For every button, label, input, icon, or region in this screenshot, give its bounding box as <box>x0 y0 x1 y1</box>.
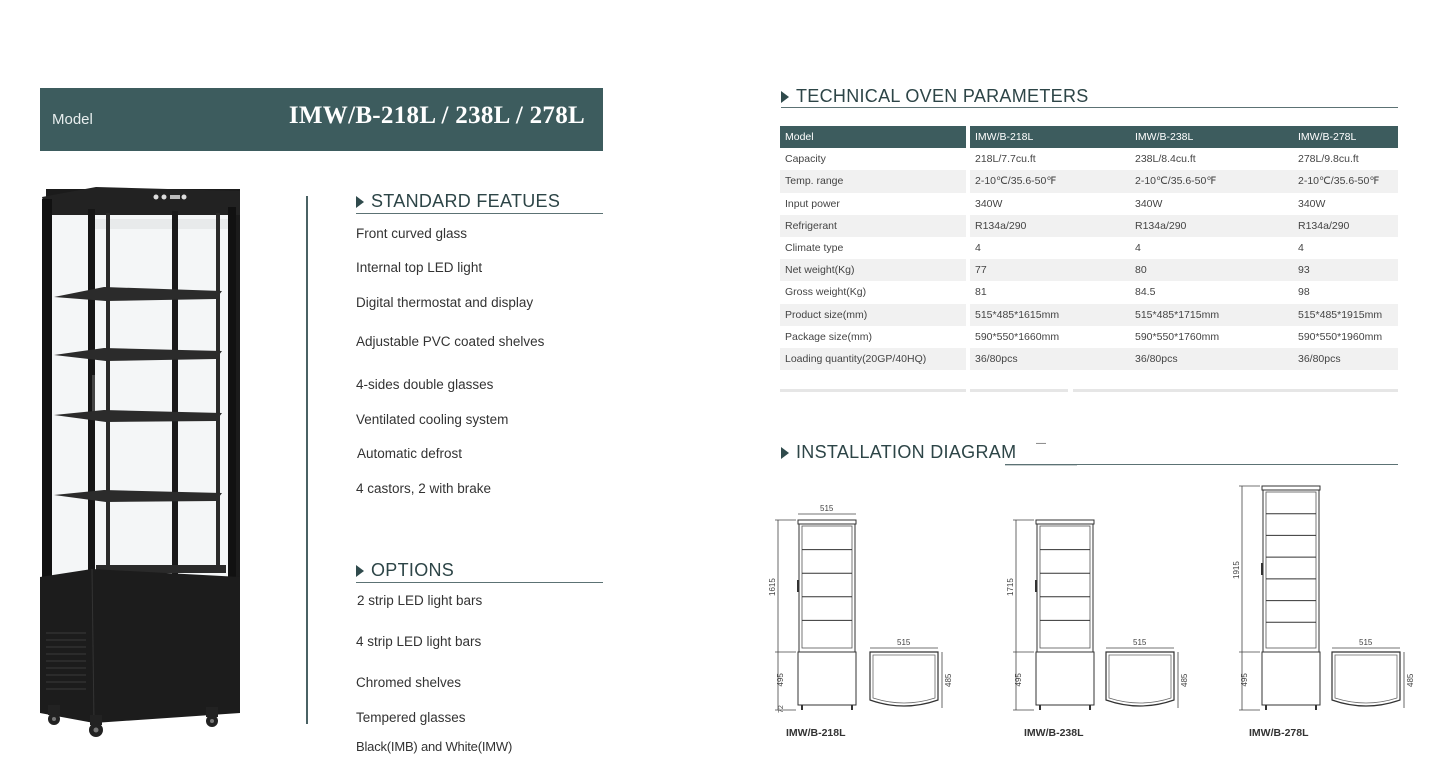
table-footer-bar <box>970 389 1068 392</box>
diagram-2-inner <box>1040 526 1090 648</box>
table-row <box>780 281 1398 303</box>
table-row <box>780 237 1398 259</box>
param-value-cell: 590*550*1760mm <box>1135 330 1220 343</box>
diagram-label: IMW/B-218L <box>786 727 846 739</box>
diagram-1-base <box>798 652 856 705</box>
section-rule <box>356 213 603 214</box>
param-name-cell: Product size(mm) <box>780 304 966 326</box>
diagram-label: IMW/B-278L <box>1249 727 1309 739</box>
param-value-cell: 590*550*1660mm <box>975 330 1060 343</box>
installation-heading: INSTALLATION DIAGRAM <box>781 442 1016 463</box>
param-value-cell: 515*485*1615mm <box>970 304 1130 326</box>
param-value-cell: 590*550*1960mm <box>1298 330 1383 343</box>
standard-features-heading: STANDARD FEATUES <box>356 191 560 212</box>
option-item: Chromed shelves <box>356 675 462 690</box>
diagram-1-plan-inner <box>873 655 935 703</box>
diagram-1-foot-label: 72 <box>778 705 785 713</box>
diagram-2-plan-view <box>1106 652 1174 706</box>
technical-table <box>780 126 1398 370</box>
param-value-cell: 4 <box>975 242 981 255</box>
feature-item: Automatic defrost <box>357 446 463 461</box>
diagram-1-inner <box>802 526 852 648</box>
param-value-cell: 515*485*1915mm <box>1293 304 1398 326</box>
param-value-cell: 84.5 <box>1135 286 1156 299</box>
param-value-cell: 36/80pcs <box>1130 348 1293 370</box>
table-row <box>780 304 1398 326</box>
diagram-2-plan-width-label: 515 <box>1133 638 1147 647</box>
diagram-2-height-label: 1715 <box>1006 578 1015 596</box>
param-value-cell: R134a/290 <box>1130 215 1293 237</box>
param-name-cell: Loading quantity(20GP/40HQ) <box>780 348 966 370</box>
feature-item: Digital thermostat and display <box>356 295 534 310</box>
diagram-1-height-label: 1615 <box>768 578 777 596</box>
param-value-cell: 2-10℃/35.6-50℉ <box>1130 170 1293 192</box>
display-fridge-image <box>36 185 246 743</box>
feature-item: Adjustable PVC coated shelves <box>356 334 545 349</box>
diagram-3-plan-view <box>1332 652 1400 706</box>
dash-mark: — <box>1036 438 1046 449</box>
header-cell: Model <box>780 126 966 148</box>
model-banner <box>40 88 603 151</box>
param-value-cell: 4 <box>1298 242 1304 255</box>
diagram-3-base-label: 495 <box>1240 673 1249 687</box>
triangle-bullet-icon <box>356 565 364 577</box>
param-value-cell: 340W <box>1135 197 1163 210</box>
table-footer-bar <box>780 389 966 392</box>
diagram-1-plan-view <box>870 652 938 706</box>
diagram-1-plan-depth-label: 485 <box>944 673 953 687</box>
option-item: 2 strip LED light bars <box>357 593 483 608</box>
model-label: Model <box>52 111 93 128</box>
param-value-cell: 278L/9.8cu.ft <box>1298 153 1359 166</box>
param-name-cell: Refrigerant <box>780 215 966 237</box>
diagram-label: IMW/B-238L <box>1024 727 1084 739</box>
table-row <box>780 148 1398 170</box>
param-value-cell: R134a/290 <box>1293 215 1398 237</box>
diagram-2-glass-frame <box>1037 524 1093 652</box>
table-footer-bar <box>1073 389 1398 392</box>
param-value-cell: 93 <box>1293 259 1398 281</box>
header-cell: IMW/B-238L <box>1130 126 1293 148</box>
installation-diagrams <box>760 480 1420 720</box>
table-row <box>780 193 1398 215</box>
table-row <box>780 170 1398 192</box>
param-value-cell: 515*485*1715mm <box>1130 304 1293 326</box>
feature-item: 4-sides double glasses <box>356 377 494 392</box>
param-value-cell: 340W <box>1298 197 1326 210</box>
param-name-cell: Gross weight(Kg) <box>785 286 867 299</box>
diagram-1-handle <box>797 580 799 592</box>
diagram-2-base-label: 495 <box>1014 673 1023 687</box>
technical-heading: TECHNICAL OVEN PARAMETERS <box>781 86 1089 107</box>
diagram-1-base-label: 495 <box>776 673 785 687</box>
section-rule <box>781 107 1398 108</box>
triangle-bullet-icon <box>356 196 364 208</box>
param-name-cell: Net weight(Kg) <box>780 259 966 281</box>
feature-item: Front curved glass <box>356 226 468 241</box>
param-value-cell: 77 <box>970 259 1130 281</box>
divider-line <box>306 196 308 724</box>
param-value-cell: 238L/8.4cu.ft <box>1135 153 1196 166</box>
diagram-1-plan-width-label: 515 <box>897 638 911 647</box>
param-value-cell: 98 <box>1298 286 1310 299</box>
param-value-cell: 340W <box>975 197 1003 210</box>
table-row <box>780 215 1398 237</box>
diagram-2-plan-inner <box>1109 655 1171 703</box>
diagram-2-top <box>1036 520 1094 524</box>
diagram-3-plan-width-label: 515 <box>1359 638 1373 647</box>
param-value-cell: 218L/7.7cu.ft <box>975 153 1036 166</box>
options-heading: OPTIONS <box>356 560 454 581</box>
triangle-bullet-icon <box>781 447 789 459</box>
diagram-3-plan-inner <box>1335 655 1397 703</box>
diagram-1-width-label: 515 <box>820 504 834 513</box>
feature-item: Ventilated cooling system <box>356 412 509 427</box>
diagram-3-height-label: 1915 <box>1232 561 1241 579</box>
diagram-1-top <box>798 520 856 524</box>
param-value-cell: 4 <box>1135 242 1141 255</box>
diagram-2-plan-depth-label: 485 <box>1180 673 1189 687</box>
diagram-3-inner <box>1266 492 1316 648</box>
param-value-cell: 2-10℃/35.6-50℉ <box>970 170 1130 192</box>
diagram-3-plan-depth-label: 485 <box>1406 673 1415 687</box>
param-name-cell: Temp. range <box>780 170 966 192</box>
param-value-cell: 36/80pcs <box>970 348 1130 370</box>
param-name-cell: Package size(mm) <box>785 330 872 343</box>
table-header-row <box>780 126 1398 148</box>
feature-item: 4 castors, 2 with brake <box>356 481 492 496</box>
param-value-cell: 81 <box>975 286 987 299</box>
option-item: Tempered glasses <box>356 710 466 725</box>
param-name-cell: Capacity <box>785 153 826 166</box>
option-item: 4 strip LED light bars <box>356 634 482 649</box>
param-name-cell: Climate type <box>785 242 844 255</box>
diagram-1-glass-frame <box>799 524 855 652</box>
header-cell: IMW/B-218L <box>970 126 1130 148</box>
header-cell: IMW/B-278L <box>1293 126 1398 148</box>
diagram-2-handle <box>1035 580 1037 592</box>
param-value-cell: 80 <box>1130 259 1293 281</box>
diagram-2-base <box>1036 652 1094 705</box>
table-row <box>780 326 1398 348</box>
param-value-cell: 2-10℃/35.6-50℉ <box>1293 170 1398 192</box>
param-value-cell: R134a/290 <box>970 215 1130 237</box>
feature-item: Internal top LED light <box>356 260 483 275</box>
param-name-cell: Input power <box>785 197 840 210</box>
table-row <box>780 259 1398 281</box>
diagram-3-handle <box>1261 563 1263 575</box>
diagram-3-base <box>1262 652 1320 705</box>
section-rule <box>356 582 603 583</box>
option-item: Black(IMB) and White(IMW) <box>356 739 513 754</box>
triangle-bullet-icon <box>781 91 789 103</box>
param-value-cell: 36/80pcs <box>1293 348 1398 370</box>
table-row <box>780 348 1398 370</box>
diagram-3-top <box>1262 486 1320 490</box>
diagram-3-glass-frame <box>1263 490 1319 652</box>
model-value: IMW/B-218L / 238L / 278L <box>288 102 585 129</box>
